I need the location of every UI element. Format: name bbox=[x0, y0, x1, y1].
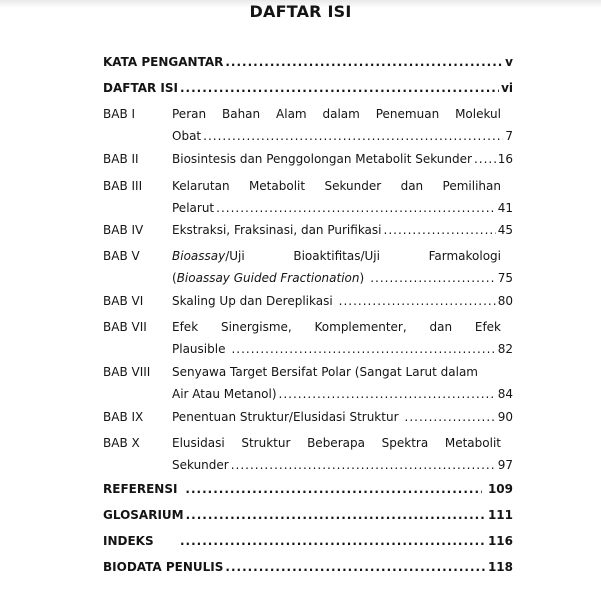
toc-entry-label: REFERENSI bbox=[103, 482, 178, 496]
leader-dots bbox=[225, 53, 503, 71]
chapter-number: BAB VIII bbox=[103, 365, 151, 379]
chapter-title-line2 bbox=[172, 456, 513, 474]
chapter-title-line1: Elusidasi Struktur Beberapa Spektra Metabolit bbox=[172, 436, 501, 450]
chapter-page: 82 bbox=[497, 342, 513, 356]
toc-entry-label: GLOSARIUM bbox=[103, 508, 184, 522]
chapter-title-line1 bbox=[172, 292, 513, 310]
chapter-number: BAB IX bbox=[103, 410, 144, 424]
toc-entry-kata-pengantar[interactable] bbox=[103, 53, 513, 71]
chapter-title: Skaling Up dan Dereplikasi bbox=[172, 294, 333, 308]
chapter-title-line1 bbox=[172, 221, 513, 239]
chapter-title-line1: Efek Sinergisme, Komplementer, dan Efek bbox=[172, 320, 501, 334]
toc-entry-referensi[interactable] bbox=[103, 480, 513, 498]
leader-dots bbox=[384, 221, 496, 239]
chapter-title-cont: Sekunder bbox=[172, 458, 229, 472]
toc-entry-label: INDEKS bbox=[103, 534, 154, 548]
chapter-title-line2 bbox=[172, 269, 513, 287]
leader-dots bbox=[186, 506, 486, 524]
leader-dots bbox=[203, 127, 503, 145]
toc-entry-page: 109 bbox=[487, 482, 513, 496]
chapter-title: Biosintesis dan Penggolongan Metabolit Sekunder bbox=[172, 152, 472, 166]
leader-dots bbox=[225, 558, 486, 576]
toc-entry-biodata-penulis[interactable] bbox=[103, 558, 513, 576]
page-title: DAFTAR ISI bbox=[249, 2, 352, 21]
toc-entry-page: 116 bbox=[487, 534, 513, 548]
toc-entry-page: vi bbox=[501, 81, 513, 95]
chapter-title-line1 bbox=[172, 247, 501, 265]
chapter-page: 7 bbox=[505, 129, 513, 143]
leader-dots bbox=[474, 150, 496, 168]
chapter-title-cont: Plausible bbox=[172, 342, 226, 356]
chapter-title-cont bbox=[172, 269, 364, 287]
toc-entry-label: BIODATA PENULIS bbox=[103, 560, 224, 574]
chapter-number: BAB III bbox=[103, 179, 143, 193]
leader-dots bbox=[185, 480, 482, 498]
toc-entry-label: DAFTAR ISI bbox=[103, 81, 178, 95]
toc-entry-daftar-isi[interactable] bbox=[103, 79, 513, 97]
chapter-title-line1 bbox=[172, 150, 513, 168]
chapter-number: BAB VI bbox=[103, 294, 144, 308]
toc-entry-page: 111 bbox=[487, 508, 513, 522]
chapter-number: BAB VII bbox=[103, 320, 147, 334]
toc-entry-glosarium[interactable] bbox=[103, 506, 513, 524]
leader-dots bbox=[231, 340, 495, 358]
chapter-title-line1 bbox=[172, 408, 513, 426]
toc-entry-indeks[interactable] bbox=[103, 532, 513, 550]
leader-dots bbox=[279, 385, 496, 403]
chapter-page: 97 bbox=[497, 458, 513, 472]
chapter-title: Ekstraksi, Fraksinasi, dan Purifikasi bbox=[172, 223, 382, 237]
leader-dots bbox=[180, 79, 499, 97]
chapter-title-rest: /Uji Bioaktifitas/Uji Farmakologi bbox=[225, 249, 501, 263]
chapter-page: 90 bbox=[497, 410, 513, 424]
leader-dots bbox=[339, 292, 496, 310]
toc-entry-label: KATA PENGANTAR bbox=[103, 55, 224, 69]
chapter-title-italic: Bioassay bbox=[172, 249, 226, 263]
toc-entry-page: 118 bbox=[487, 560, 513, 574]
toc-entry-page: v bbox=[505, 55, 513, 69]
chapter-title-line1: Senyawa Target Bersifat Polar (Sangat Larut dalam bbox=[172, 365, 478, 379]
paren-close: ) bbox=[359, 271, 365, 285]
chapter-title-line2 bbox=[172, 127, 513, 145]
chapter-title-line2 bbox=[172, 385, 513, 403]
chapter-title-line2 bbox=[172, 340, 513, 358]
chapter-number: BAB I bbox=[103, 107, 136, 121]
chapter-page: 84 bbox=[497, 387, 513, 401]
chapter-title-cont: Obat bbox=[172, 129, 202, 143]
leader-dots bbox=[180, 532, 486, 550]
chapter-number: BAB V bbox=[103, 249, 140, 263]
chapter-title-line1: Peran Bahan Alam dalam Penemuan Molekul bbox=[172, 107, 501, 121]
leader-dots bbox=[370, 269, 496, 287]
chapter-page: 45 bbox=[497, 223, 513, 237]
chapter-title: Penentuan Struktur/Elusidasi Struktur bbox=[172, 410, 399, 424]
chapter-title-line2 bbox=[172, 199, 513, 217]
chapter-number: BAB II bbox=[103, 152, 139, 166]
chapter-number: BAB IV bbox=[103, 223, 144, 237]
leader-dots bbox=[405, 408, 496, 426]
chapter-page: 16 bbox=[497, 152, 513, 166]
chapter-page: 75 bbox=[497, 271, 513, 285]
chapter-title-line1: Kelarutan Metabolit Sekunder dan Pemilihan bbox=[172, 179, 501, 193]
chapter-title-cont: Pelarut bbox=[172, 201, 215, 215]
chapter-title-cont: Air Atau Metanol) bbox=[172, 387, 277, 401]
chapter-title-italic: Bioassay Guided Fractionation bbox=[176, 271, 360, 285]
leader-dots bbox=[231, 456, 496, 474]
paren-open: ( bbox=[172, 271, 177, 285]
leader-dots bbox=[216, 199, 496, 217]
chapter-number: BAB X bbox=[103, 436, 140, 450]
chapter-page: 41 bbox=[497, 201, 513, 215]
chapter-page: 80 bbox=[497, 294, 513, 308]
